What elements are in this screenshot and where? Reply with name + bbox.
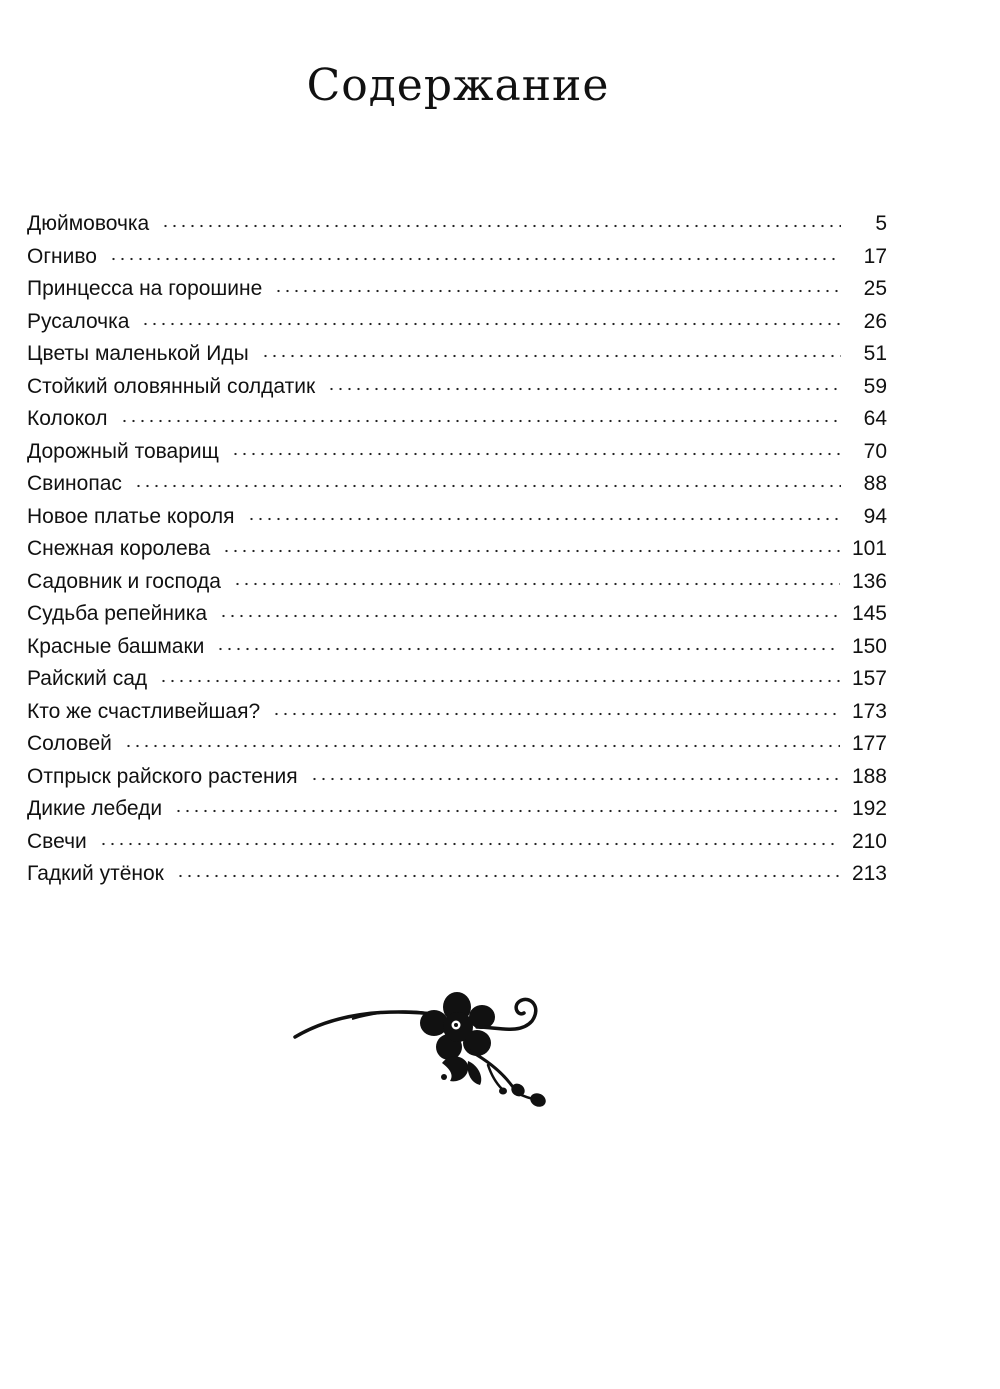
toc-entry[interactable] — [27, 631, 887, 664]
dot-leader — [219, 614, 840, 618]
toc-entry-title: Свечи — [27, 829, 87, 853]
toc-entry-page: 51 — [863, 342, 887, 365]
toc-entry-title: Колокол — [27, 407, 108, 430]
toc-entry-title: Огниво — [27, 244, 97, 268]
toc-entry-page: 59 — [863, 374, 887, 398]
dot-leader — [274, 289, 841, 293]
toc-entry[interactable] — [27, 306, 887, 339]
toc-entry[interactable] — [27, 338, 887, 371]
toc-entry-title: Кто же счастливейшая? — [27, 699, 261, 723]
toc-entry[interactable] — [27, 696, 887, 729]
toc-entry-title: Отпрыск райского растения — [27, 764, 298, 788]
toc-entry-page: 25 — [863, 277, 887, 300]
toc-entry-title: Новое платье короля — [27, 504, 235, 528]
toc-entry[interactable] — [27, 533, 887, 566]
toc-entry[interactable] — [27, 403, 887, 436]
toc-entry[interactable] — [27, 598, 887, 631]
toc-entry-title: Райский сад — [27, 667, 148, 690]
dot-leader — [141, 322, 841, 326]
dot-leader — [222, 549, 840, 553]
toc-entry[interactable] — [27, 761, 887, 794]
toc-entry-title: Гадкий утёнок — [27, 862, 164, 885]
toc-entry[interactable] — [27, 566, 887, 599]
toc-entry-page: 177 — [851, 732, 887, 755]
dot-leader — [247, 517, 842, 521]
toc-entry[interactable] — [27, 501, 887, 534]
dot-leader — [124, 744, 840, 748]
dot-leader — [310, 777, 840, 781]
toc-entry[interactable] — [27, 793, 887, 826]
dot-leader — [99, 842, 840, 846]
toc-entry[interactable] — [27, 728, 887, 761]
dot-leader — [272, 712, 840, 716]
toc-entry-page: 101 — [851, 537, 887, 560]
table-of-contents — [27, 208, 887, 891]
toc-entry-page: 150 — [851, 634, 887, 658]
toc-entry[interactable] — [27, 858, 887, 891]
dot-leader — [109, 257, 841, 261]
toc-entry-page: 64 — [863, 407, 887, 430]
toc-entry[interactable] — [27, 208, 887, 241]
dot-leader — [161, 224, 841, 228]
dot-leader — [327, 387, 841, 391]
toc-entry-page: 70 — [863, 439, 887, 463]
toc-entry[interactable] — [27, 436, 887, 469]
toc-entry-page: 145 — [851, 602, 887, 625]
toc-entry-title: Свинопас — [27, 472, 122, 495]
toc-entry-page: 88 — [863, 472, 887, 495]
toc-entry-page: 173 — [851, 699, 887, 723]
dot-leader — [233, 582, 840, 586]
dot-leader — [159, 679, 840, 683]
page-title: Содержание — [306, 60, 610, 111]
dot-leader — [261, 354, 841, 358]
toc-entry-title: Цветы маленькой Иды — [27, 342, 249, 365]
toc-entry-title: Красные башмаки — [27, 634, 205, 658]
toc-entry-title: Стойкий оловянный солдатик — [27, 374, 316, 398]
dot-leader — [231, 452, 841, 456]
toc-entry[interactable] — [27, 468, 887, 501]
toc-entry[interactable] — [27, 826, 887, 859]
toc-entry-title: Дюймовочка — [27, 212, 150, 235]
toc-entry-title: Снежная королева — [27, 537, 211, 560]
toc-entry-page: 188 — [851, 764, 887, 788]
toc-entry-title: Соловей — [27, 732, 112, 755]
dot-leader — [216, 647, 840, 651]
toc-entry[interactable] — [27, 241, 887, 274]
toc-entry-title: Русалочка — [27, 309, 130, 333]
toc-entry-page: 26 — [863, 309, 887, 333]
toc-entry[interactable] — [27, 663, 887, 696]
toc-entry-title: Принцесса на горошине — [27, 277, 263, 300]
toc-entry-page: 157 — [851, 667, 887, 690]
toc-entry-page: 210 — [851, 829, 887, 853]
toc-entry-page: 136 — [851, 569, 887, 593]
toc-entry-page: 5 — [875, 212, 887, 235]
dot-leader — [134, 484, 841, 488]
dot-leader — [120, 419, 841, 423]
flower-ornament-icon — [292, 985, 552, 1110]
toc-entry[interactable] — [27, 371, 887, 404]
dot-leader — [174, 809, 840, 813]
toc-entry-page: 17 — [863, 244, 887, 268]
toc-entry-title: Дикие лебеди — [27, 797, 163, 820]
toc-entry-title: Судьба репейника — [27, 602, 208, 625]
toc-entry-title: Садовник и господа — [27, 569, 221, 593]
dot-leader — [176, 874, 840, 878]
toc-entry-page: 213 — [851, 862, 887, 885]
toc-entry[interactable] — [27, 273, 887, 306]
toc-entry-page: 192 — [851, 797, 887, 820]
toc-entry-title: Дорожный товарищ — [27, 439, 219, 463]
toc-entry-page: 94 — [863, 504, 887, 528]
